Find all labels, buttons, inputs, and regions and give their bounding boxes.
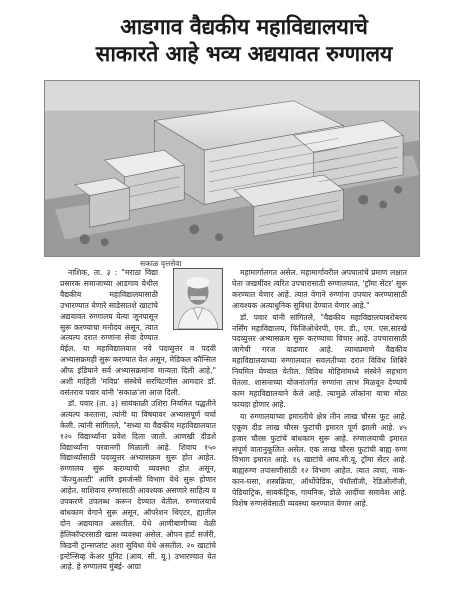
- headline-line-2: साकारते आहे भव्य अद्ययावत रुग्णालय: [95, 42, 393, 67]
- article-column-left: [60, 268, 216, 590]
- hospital-model-photo: [44, 80, 420, 257]
- headline-line-1: आडगाव वैद्यकीय महाविद्यालयाचे: [120, 15, 368, 40]
- headline: [66, 14, 422, 68]
- right-paragraph-2: डॉ. पवार यांनी सांगितले, "वैद्यकीय महाविद्यालयाबरोबरच नर्सिंग महाविद्यालय, फिजिओथेरपी, एम. डी., एम. एस.सारखे पदव्युत्तर अभ्यासक्रम सुरू करण्याचा विचार आहे. उपचारासाठी जागेची गरज वाढणार आहे. त्याचप्रमाणे वैद्यकीय महाविद्यालयाच्या रुग्णालयात सवलतीच्या दरात विविध शिबिरे नियमित घेण्यात येतील. विविध मोहिमांमध्ये संस्थेने सहभाग घेतला. शासनाच्या योजनांतर्गत रुग्णांना लाभ मिळवून देण्याचे काम महाविद्यालयाने केले आहे. त्यामुळे लोकांना याचा मोठा फायदा होणार आहे.: [232, 312, 407, 409]
- left-paragraph-2: डॉ. पवार (ता. ३) सायंकाळी उशिरा नियमित पद्धतीने अत्यल्प करताना, त्यांनी या विषयावर अभ्यासपूर्ण चर्चा केली. त्यांनी सांगितले, "सध्या या वैद्यकीय महाविद्यालयात १२० विद्यार्थ्यांना प्रवेश दिला जातो. आणखी दीडशे विद्यार्थ्यांना परवानगी मिळाली आहे. शिवाय १५० विद्यार्थ्यांसाठी पदव्युत्तर अभ्यासक्रम सुरू होत आहेत. रुग्णालय सुरू करण्याची व्यवस्था होत असून, 'कॅज्युअल्टी' आणि इमर्जन्सी विभाग येथे सुरू होणार आहेत. याशिवाय रुग्णांसाठी आवश्यक असणारे साहित्य व उपकरणे उपलब्ध करून देण्यात येतील. रुग्णालयाचे बांधकाम वेगाने सुरू असून, ऑपरेशन थिएटर, ह्यातील दोन अद्ययावत असतील. येथे आणीबाणीच्या वेळी हेलिकॉप्टरसाठी खास व्यवस्था असेल. ओपन हार्ट सर्जरी, किडनी ट्रान्सप्लांट अशा सुविधा येथे असतील. २० खाटांचे इन्टेन्सिव्ह केअर युनिट (आय. सी. यू.) उभारण्यात येत आहे. हे रुग्णालय मुंबई- आग्रा: [60, 398, 216, 572]
- portrait-spacer: [162, 268, 216, 332]
- left-paragraph-1: नाशिक, ता. ३ : "मराठा विद्या प्रसारक समाजाच्या आडगाव येथील वैद्यकीय महाविद्यालयासाठी उभारण्यात येणारे साडेसातशे खाटांचे अद्ययावत रुग्णालय येत्या जूनपासून सुरू करण्याचा मनोदय असून, त्यात अत्यल्प दरात रुग्णांना सेवा देण्यात येईल. या महाविद्यालयात नवे पदव्युत्तर व पदवी अभ्यासक्रमही सुरू करण्यात येत असून, मेडिकल कौन्सिल ऑफ इंडियाने सर्व अभ्यासक्रमांना मान्यता दिली आहे," अशी माहिती 'मविप्र' संस्थेचे सरचिटणीस आमदार डॉ. वसंतराव पवार यांनी 'सकाळ'ला आज दिली.: [60, 268, 216, 397]
- right-paragraph-3: या रुग्णालयाच्या इमारतीचे क्षेत्र तीन लाख चौरस फूट आहे. एकूण दीड लाख चौरस फुटांची इमारत पूर्ण झाली आहे. ४५ हजार चौरस फुटांचे बांधकाम सुरू आहे. रुग्णालयाची इमारत संपूर्ण वातानुकूलित असेल. एक लाख चौरस फुटांची बाह्य रुग्ण विभाग इमारत आहे. १६ खाटांचे आय.सी.यू. ट्रॉमा सेंटर आहे. बाह्यरुग्ण तपासणीसाठी १२ विभाग आहेत. त्यात त्वचा, नाक-कान-घसा, शस्त्रक्रिया, ऑर्थोपेडिक, पॅथॉलॉजी, रेडिओलॉजी, पेडियाट्रिक, सायकॅट्रिक, गायनिक, डोळे आदींचा समावेश आहे. विशेष रुग्णसेवेसाठी व्यवस्था करण्यात येणार आहे.: [232, 411, 407, 509]
- dateline: सकाळ वृत्तसेवा: [140, 259, 182, 268]
- article-column-right: [232, 268, 407, 590]
- right-paragraph-1: महामार्गालगत असेल. महामार्गावरील अपघातांचे प्रमाण लक्षात घेता जखमींवर त्वरित उपचारासाठी रुग्णालयात, 'ट्रॉमा सेंटर' सुरू करण्यात येणार आहे. त्यात वेगाने रुग्णांना उपचार करण्यासाठी आवश्यक अत्याधुनिक सुविधा देण्यात येणार आहे.": [232, 268, 407, 310]
